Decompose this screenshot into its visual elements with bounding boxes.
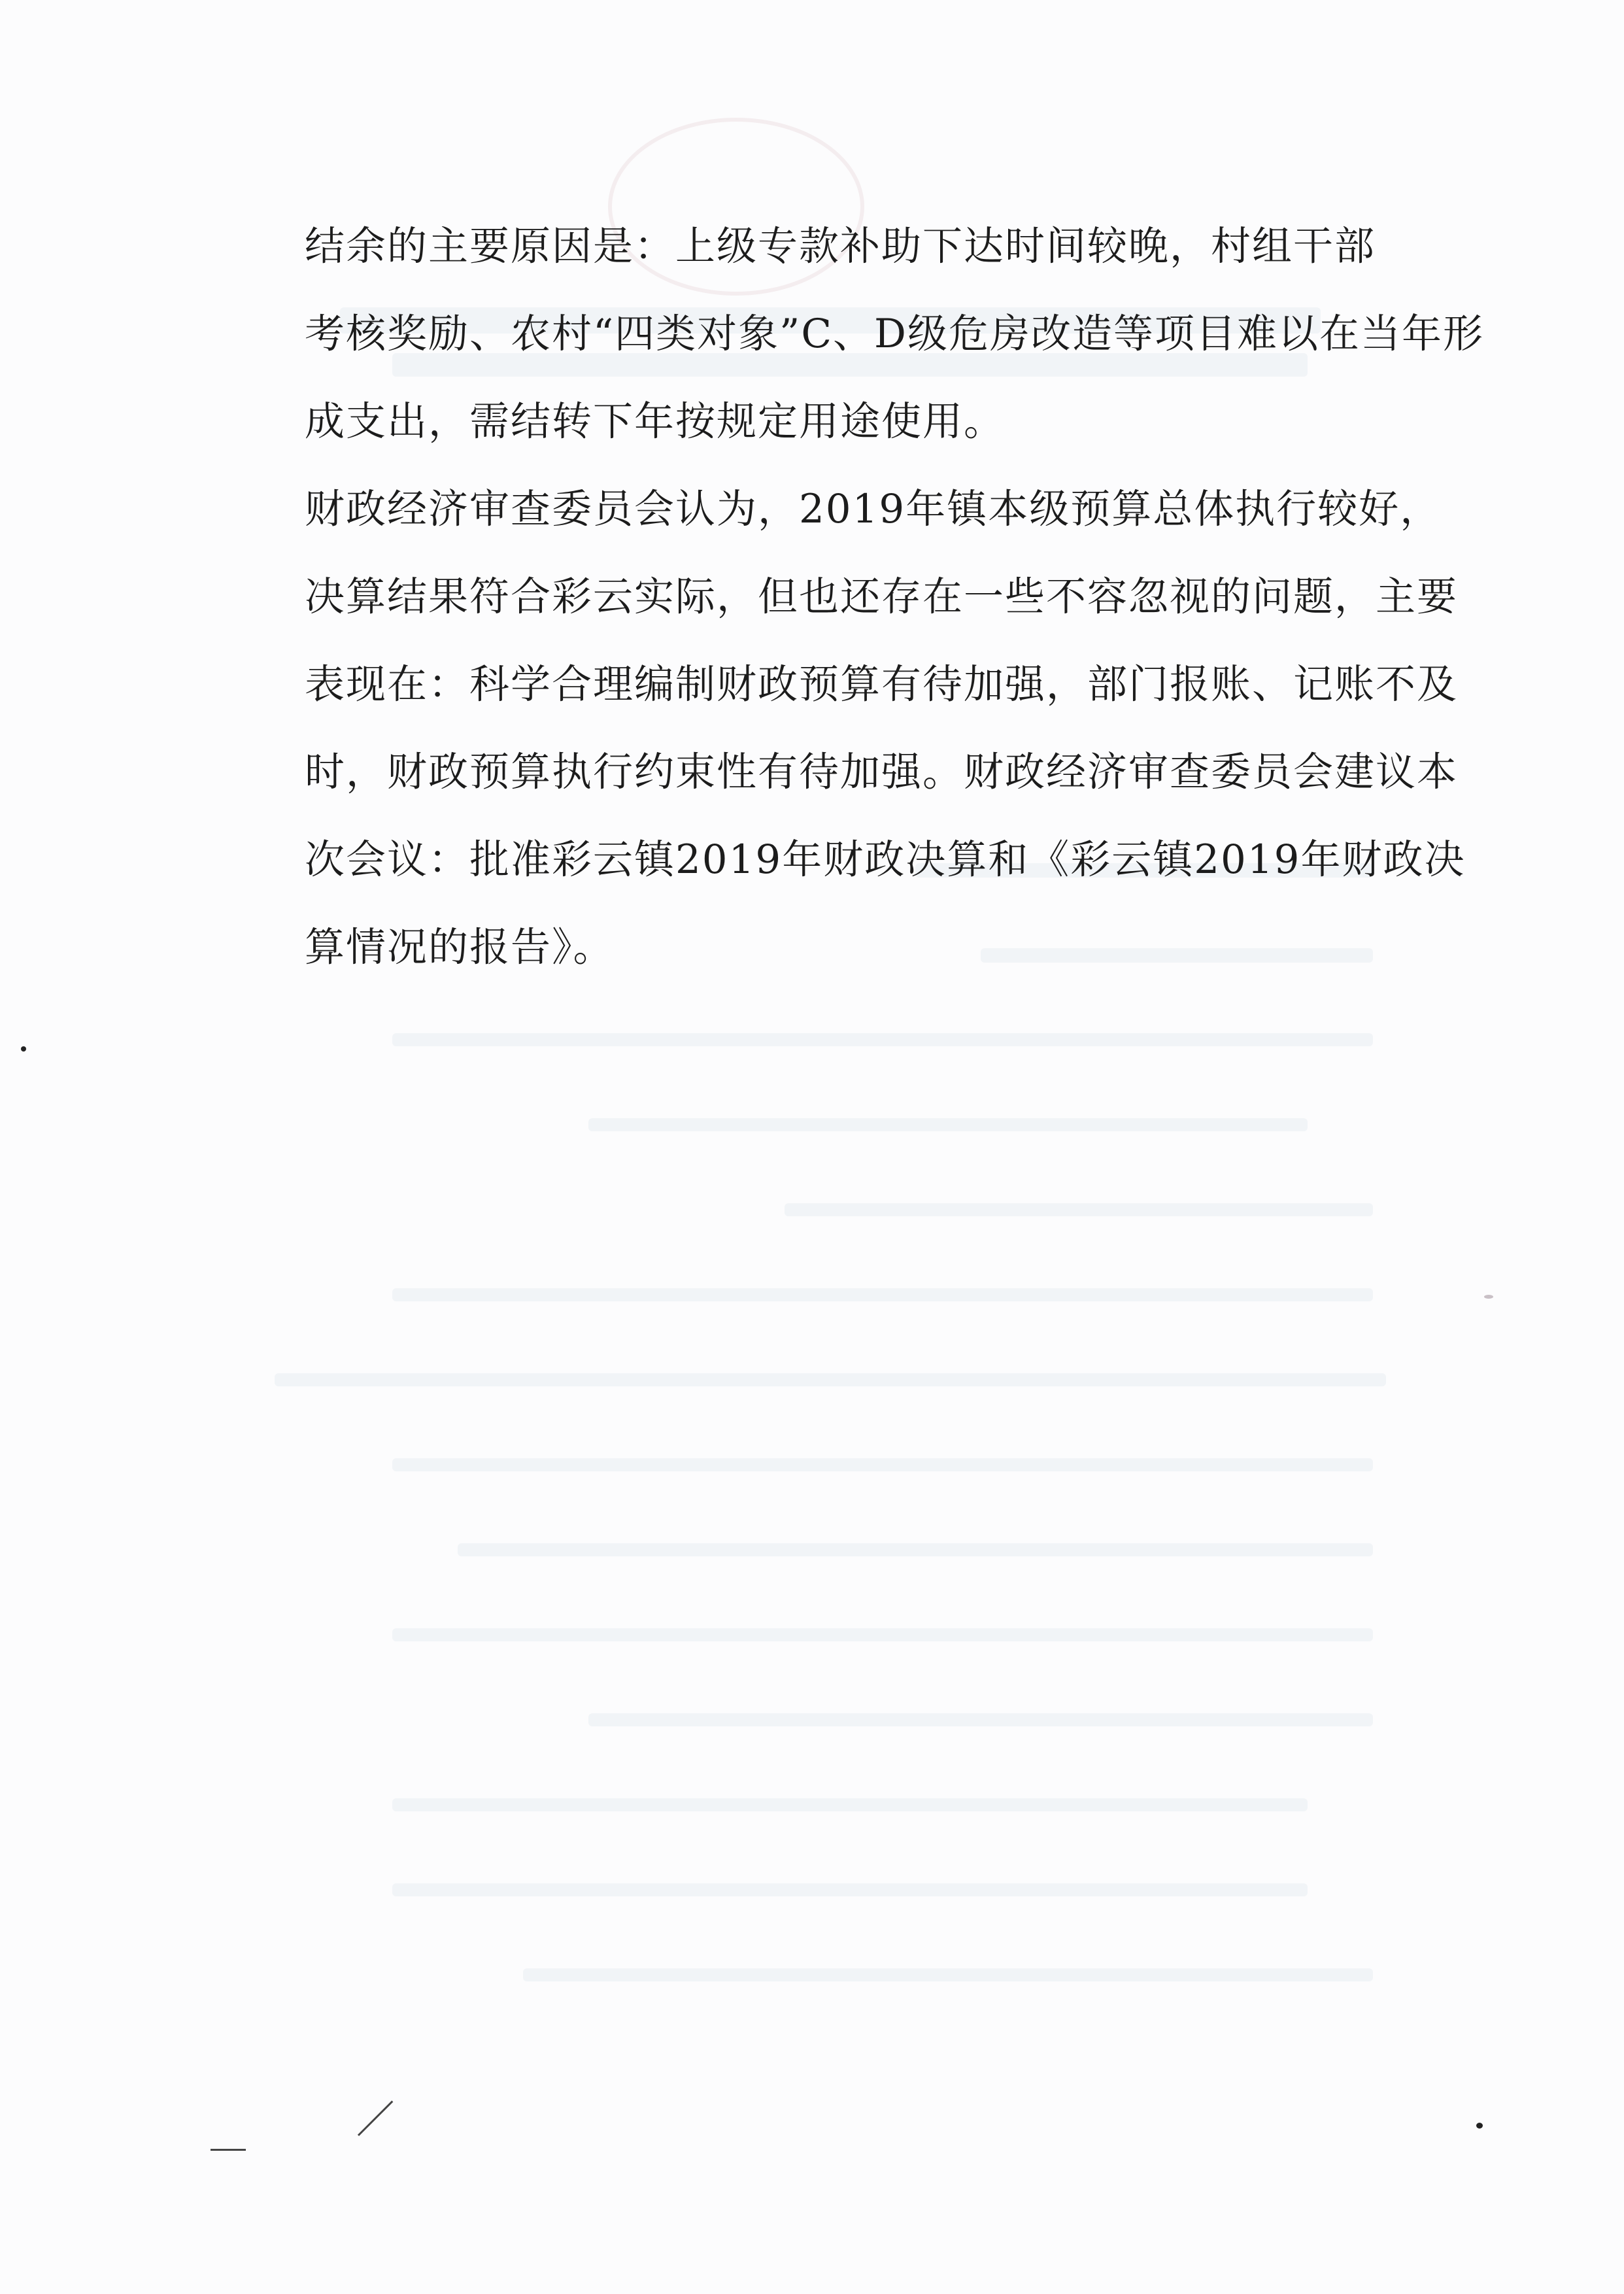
text-line: 次会议：批准彩云镇2019年财政决算和《彩云镇2019年财政决 [305, 836, 1466, 883]
paragraph-surplus-reasons [211, 203, 1484, 466]
text-line: 成支出，需结转下年按规定用途使用。 [305, 398, 1006, 445]
reverse-side-bleed [588, 1118, 1308, 1131]
text-line: 财政经济审查委员会认为，2019年镇本级预算总体执行较好， [305, 486, 1442, 532]
reverse-side-bleed [392, 1033, 1373, 1046]
reverse-side-bleed [785, 1203, 1373, 1216]
text-line: 算情况的报告》。 [305, 924, 615, 970]
reverse-side-bleed [392, 1628, 1373, 1641]
body-text [211, 203, 1484, 991]
text-line: 决算结果符合彩云实际，但也还存在一些不容忽视的问题，主要 [305, 574, 1459, 620]
text-line: 结余的主要原因是：上级专款补助下达时间较晚，村组干部 [305, 223, 1376, 269]
pen-dash-mark [211, 2149, 246, 2151]
paragraph-committee-opinion [211, 466, 1466, 991]
scan-speck [21, 1046, 26, 1052]
scan-speck [1484, 1295, 1493, 1299]
reverse-side-bleed [392, 1458, 1373, 1471]
scan-speck [1476, 2123, 1483, 2129]
reverse-side-bleed [275, 1373, 1386, 1386]
text-line: 考核奖励、农村“四类对象”C、D级危房改造等项目难以在当年形 [305, 311, 1484, 357]
reverse-side-bleed [523, 1968, 1373, 1981]
text-line: 表现在：科学合理编制财政预算有待加强，部门报账、记账不及 [305, 661, 1459, 708]
reverse-side-bleed [458, 1543, 1373, 1556]
reverse-side-bleed [392, 1288, 1373, 1301]
reverse-side-bleed [588, 1713, 1373, 1726]
text-line: 时，财政预算执行约束性有待加强。财政经济审查委员会建议本 [305, 749, 1459, 795]
reverse-side-bleed [392, 1798, 1308, 1811]
reverse-side-bleed [392, 1883, 1308, 1896]
pen-slash-mark [358, 2100, 393, 2136]
